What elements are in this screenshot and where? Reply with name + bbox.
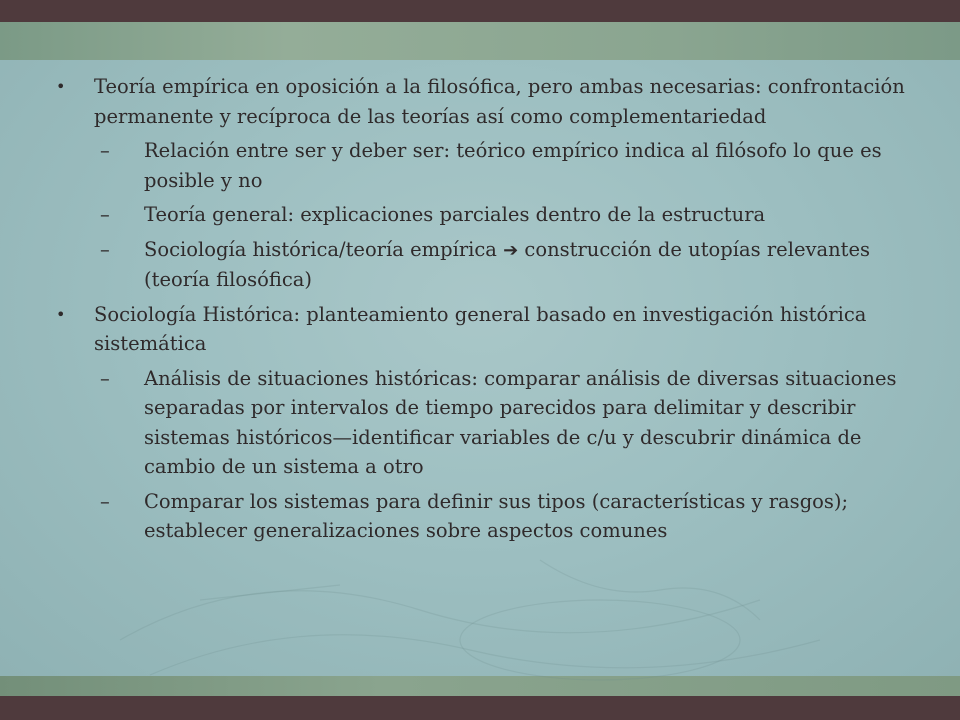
sub-bullet-mark: – — [100, 366, 110, 390]
sub-bullet-text: Sociología histórica/teoría empírica — [144, 237, 504, 261]
sub-bullet-item — [56, 200, 906, 230]
bullet-text: Teoría empírica en oposición a la filosófica, pero ambas necesarias: confrontación permanente y recíproca de las teorías así como complementariedad — [94, 75, 905, 128]
sub-bullet-item — [56, 364, 906, 482]
sub-bullet-text: Análisis de situaciones históricas: comparar análisis de diversas situaciones separadas por intervalos de tiempo parecidos para delimitar y describir sistemas históricos—identificar variables de c/u y descubrir dinámica de cambio de un sistema a otro — [144, 366, 897, 478]
sub-bullet-item — [56, 235, 906, 295]
bullet-item — [56, 72, 906, 131]
right-arrow-icon: ➔ — [503, 239, 519, 261]
sub-bullet-item — [56, 136, 906, 195]
bottom-frame-bar — [0, 696, 960, 720]
sub-bullet-text: construcción de utopías relevantes (teoría filosófica) — [144, 237, 871, 291]
bullet-text: Sociología Histórica: planteamiento general basado en investigación histórica sistemática — [94, 302, 867, 355]
bullet-item — [56, 300, 906, 359]
sub-bullet-text: Relación entre ser y deber ser: teórico empírico indica al filósofo lo que es posible y no — [144, 139, 882, 192]
sub-bullet-text: Teoría general: explicaciones parciales dentro de la estructura — [144, 203, 766, 226]
sub-bullet-text: Comparar los sistemas para definir sus tipos (características y rasgos); establecer generalizaciones sobre aspectos comunes — [144, 489, 849, 542]
top-decorative-band — [0, 22, 960, 60]
bottom-decorative-band — [0, 676, 960, 696]
sub-bullet-mark: – — [100, 237, 110, 261]
bullet-mark: • — [56, 304, 66, 324]
sub-bullet-mark: – — [100, 489, 110, 513]
top-frame-bar — [0, 0, 960, 22]
sub-bullet-item — [56, 487, 906, 546]
sub-bullet-mark: – — [100, 203, 110, 226]
bullet-mark: • — [56, 77, 66, 96]
slide-body — [56, 72, 906, 551]
sub-bullet-mark: – — [100, 139, 110, 162]
